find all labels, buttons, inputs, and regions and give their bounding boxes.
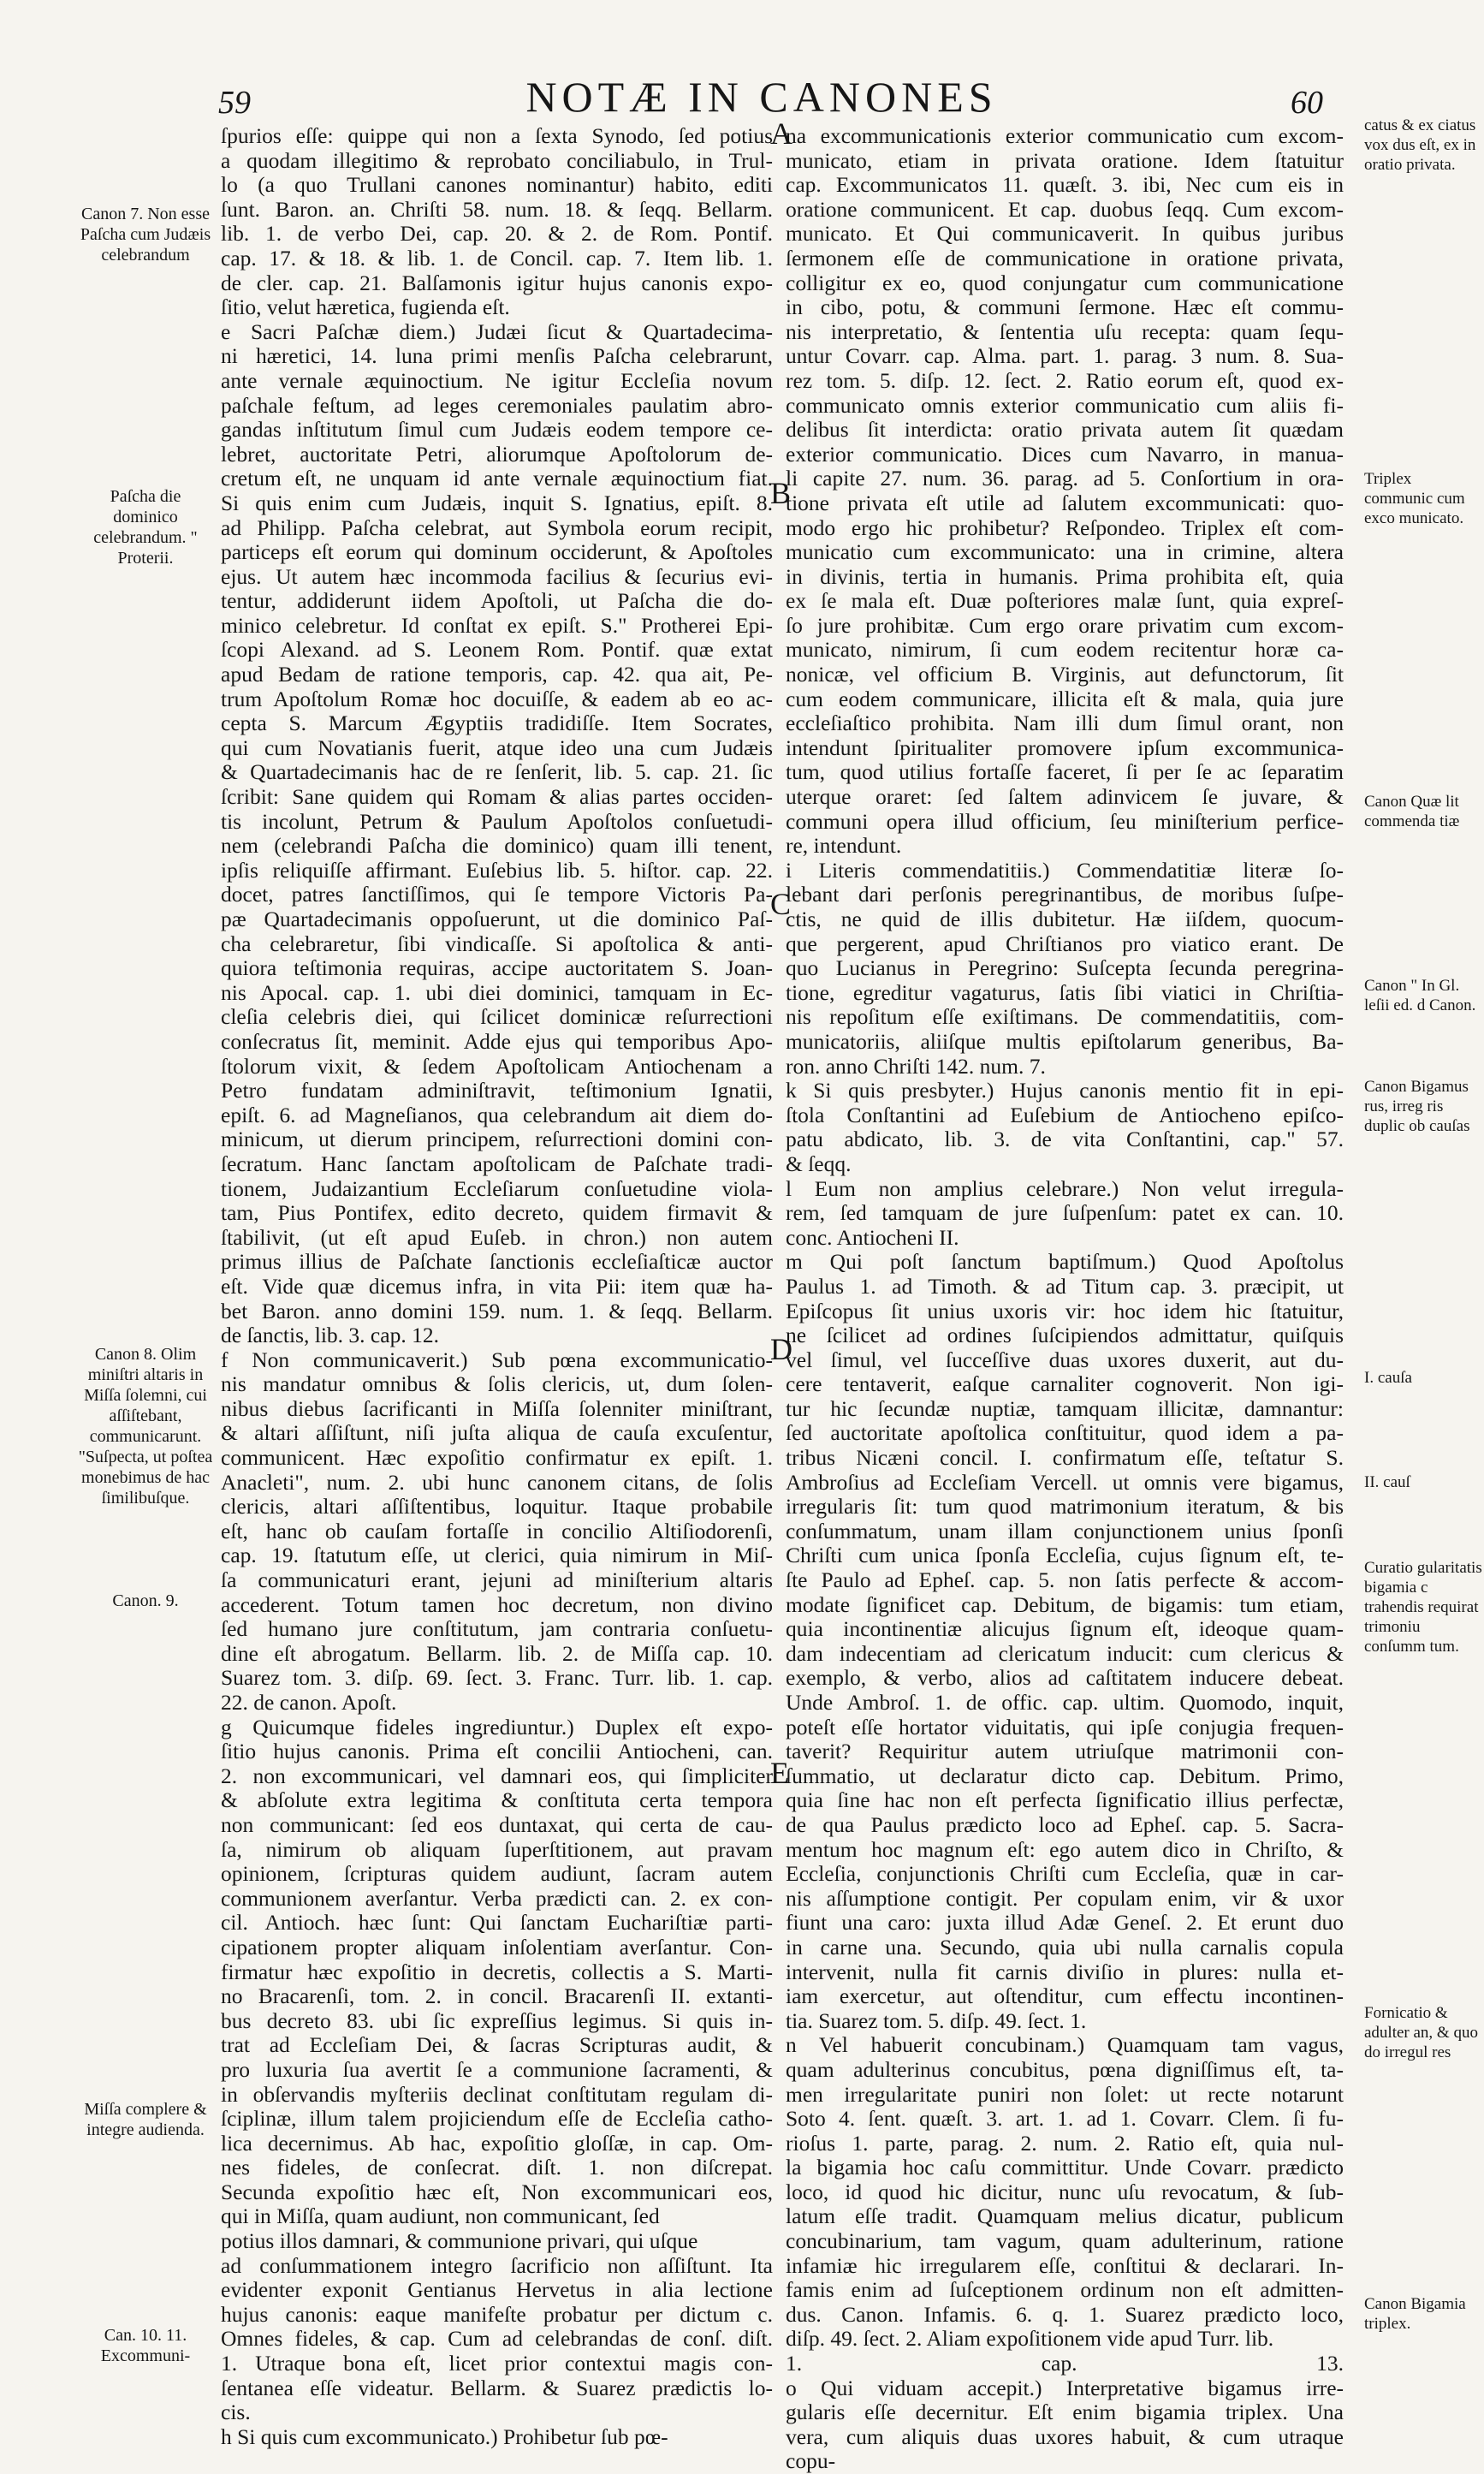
text-line: cap. Excommunicatos 11. quæſt. 3. ibi, Nec cum eis in: [786, 172, 1344, 198]
text-line: colligitur ex eo, quod conjungatur cum communicatione: [786, 270, 1344, 295]
text-line: quam adulterinus concubitus, pœna digniſſimus eſt, ta-: [786, 2056, 1344, 2082]
page-number-right: 60: [1291, 85, 1323, 121]
text-line: pro luxuria ſua avertit ſe a communione ſacramenti, &: [221, 2056, 773, 2082]
text-line: no Bracarenſi, tom. 2. in concil. Bracarenſi II. extanti-: [221, 1983, 773, 2009]
running-title: NOTÆ IN CANONES: [525, 73, 998, 121]
text-line: infamiæ hic irregularem eſſe, conſtitui & declarari. In-: [786, 2252, 1344, 2278]
margin-note: I. cauſa: [1364, 1369, 1412, 1387]
text-line: fiunt una caro: juxta illud Adæ Geneſ. 2. Et erunt duo: [786, 1910, 1344, 1936]
text-line: cap. 17. & 18. & lib. 1. de Concil. cap. 7. Item lib. 1.: [221, 245, 773, 271]
text-line: accederent. Totum tamen hoc decretum, non divino: [221, 1591, 773, 1617]
text-line: concubinarium, tam vagum, quam adulterinum, ratione: [786, 2228, 1344, 2254]
text-line: mentum hoc magnum eſt: ego autem dico in Chriſto, &: [786, 1836, 1344, 1862]
text-line: cha celebraretur, ſibi vindicaſſe. Si apoſtolica & anti-: [221, 931, 773, 956]
text-line: tione privata eſt utile ad ſalutem excommunicati: quo-: [786, 490, 1344, 515]
text-line: cretum eſt, ne unquam id ante vernale æquinoctium fiat.: [221, 466, 773, 491]
text-line: gandas inſtitutum ſimul cum Judæis eodem tempore ce-: [221, 417, 773, 443]
text-line: ne ſcilicet ad ordines ſuſcipiendos admittatur, quiſquis: [786, 1323, 1344, 1348]
text-line: que pergerent, apud Chriſtianos pro viatico erant. De: [786, 931, 1344, 956]
text-line: de cler. cap. 21. Balſamonis igitur hujus canonis expo-: [221, 270, 773, 295]
text-line: re, intendunt.: [786, 833, 902, 859]
text-line: nis Apocal. cap. 1. ubi diei dominici, tamquam in Ec-: [221, 979, 773, 1005]
text-line: Eccleſia, conjunctionis Chriſti cum Eccleſia, quæ in car-: [786, 1861, 1344, 1887]
text-line: communionem averſantur. Verba prædicti can. 2. ex con-: [221, 1885, 773, 1911]
text-line: cere tentaverit, eaſque carnaliter cognoverit. Non igi-: [786, 1371, 1344, 1397]
text-line: bet Baron. anno domini 159. num. 1. & ſeqq. Bellarm.: [221, 1298, 773, 1323]
text-line: minicum, ut dierum principem, reſurrectioni domini con-: [221, 1127, 773, 1152]
text-line: ſed humano jure conſtitutum, jam contraria conſuetu-: [221, 1616, 773, 1642]
text-line: rem, ſed tamquam de jure ſuſpenſum: patet ex can. 10.: [786, 1200, 1344, 1226]
text-line: & ſeqq.: [786, 1151, 852, 1176]
text-line: tionem, Judaizantium Eccleſiarum conſuetudine viola-: [221, 1175, 773, 1201]
text-line: nis aſſumptione contigit. Per copulam enim, vir & uxor: [786, 1885, 1344, 1911]
text-line: f Non communicaverit.) Sub pœna excommunicatio-: [221, 1347, 773, 1372]
text-line: cap. 19. ſtatutum eſſe, ut clerici, quia nimirum in Miſ-: [221, 1543, 773, 1568]
text-line: h Si quis cum excommunicato.) Prohibetur ſub pœ-: [221, 2423, 668, 2449]
text-line: ejus. Ut autem hæc incommoda facilius & ſecurius evi-: [221, 563, 773, 589]
text-line: apud Bedam de ratione temporis, cap. 42. qua ait, Pe-: [221, 662, 773, 687]
text-line: lebret, auctoritate Petri, aliorumque Apoſtolorum de-: [221, 441, 773, 467]
text-line: a quodam illegitimo & reprobato conciliabulo, in Trul-: [221, 147, 773, 173]
text-line: cipationem propter aliquam inſolentiam averſantur. Con-: [221, 1934, 773, 1960]
text-line: tis incolunt, Petrum & Paulum Apoſtolos conſuetudi-: [221, 808, 773, 834]
text-line: eſt, hanc ob cauſam fortaſſe in concilio Altiſiodorenſi,: [221, 1518, 773, 1543]
text-line: modate ſignificet cap. Debitum, de bigamis: tum etiam,: [786, 1591, 1344, 1617]
text-line: li capite 27. num. 36. parag. ad 5. Conſortium in ora-: [786, 466, 1344, 491]
text-line: latum eſſe tradit. Quamquam melius dicatur, publicum: [786, 2203, 1344, 2229]
text-line: rez tom. 5. diſp. 12. ſect. 2. Ratio eorum eſt, quod ex-: [786, 367, 1344, 393]
text-line: evidenter exponit Gentianus Hervetus in alia lectione: [221, 2277, 773, 2303]
text-line: minico celebretur. Id conſtat ex epiſt. S." Protherei Epi-: [221, 612, 773, 638]
text-line: Ambroſius ad Eccleſiam Vercell. ut omnis vere bigamus,: [786, 1469, 1344, 1495]
text-line: qui cum Novatianis fuerit, atque ideo una cum Judæis: [221, 734, 773, 760]
text-line: ſunt. Baron. an. Chriſti 58. num. 18. & ſeqq. Bellarm.: [221, 196, 773, 222]
text-line: tia. Suarez tom. 5. diſp. 49. ſect. 1.: [786, 2007, 1087, 2033]
text-line: patu abdicato, lib. 3. de vita Conſtantini, cap." 57.: [786, 1127, 1344, 1152]
text-line: intendunt ſpiritualiter promovere ipſum excommunica-: [786, 734, 1344, 760]
text-line: untur Covarr. cap. Alma. part. 1. parag. 3 num. 8. Sua-: [786, 343, 1344, 369]
text-line: ſtola Conſtantini ad Euſebium de Antiocheno epiſco-: [786, 1102, 1344, 1127]
text-line: municato. Et Qui communicaverit. In quibus juribus: [786, 221, 1344, 247]
text-line: iam exercetur, aut oſtenditur, cum effectu incontinen-: [786, 1983, 1344, 2009]
text-line: communicato omnis exterior communicatio cum aliis fi-: [786, 392, 1344, 418]
text-line: Suarez tom. 3. diſp. 69. ſect. 3. Franc. Turr. lib. 1. cap.: [221, 1665, 773, 1691]
text-line: Epiſcopus ſit unius uxoris vir: hoc idem hic ſtatuitur,: [786, 1298, 1344, 1323]
margin-note: Canon 7. Non esse Paſcha cum Judæis celebrandum: [80, 205, 211, 265]
text-line: oratione communicent. Et cap. duobus ſeqq. Cum excom-: [786, 196, 1344, 222]
text-line: ſitio, velut hæretica, fugienda eſt.: [221, 294, 510, 320]
text-line: ron. anno Chriſti 142. num. 7.: [786, 1053, 1046, 1079]
text-line: ſciplinæ, illum talem projiciendum eſſe de Eccleſia catho-: [221, 2106, 773, 2132]
text-line: ſtabilivit, (ut eſt apud Euſeb. in chron.) non autem: [221, 1224, 773, 1250]
text-line: 1. cap. 13.: [786, 2351, 1344, 2376]
text-line: Secunda expoſitio hæc eſt, Non excommunicari eos,: [221, 2179, 773, 2204]
text-line: 1. Utraque bona eſt, licet prior contextui magis con-: [221, 2351, 773, 2376]
text-line: non communicant: ſed eos duntaxat, qui certa de cau-: [221, 1811, 773, 1837]
right-text-column: [786, 124, 1344, 2474]
section-letter-a: A: [770, 116, 792, 151]
text-line: dine eſt abrogatum. Bellarm. lib. 2. de Miſſa cap. 10.: [221, 1640, 773, 1666]
text-line: Paulus 1. ad Timoth. & ad Titum cap. 3. præcipit, ut: [786, 1273, 1344, 1299]
text-line: ſte Paulo ad Epheſ. cap. 5. non ſatis perfecte & accom-: [786, 1567, 1344, 1593]
margin-note: II. cauſ: [1364, 1473, 1410, 1491]
text-line: ſcopi Alexand. ad S. Leonem Rom. Pontif. quæ extat: [221, 637, 773, 663]
text-line: ſecratum. Hanc ſanctam apoſtolicam de Paſchate tradi-: [221, 1151, 773, 1176]
margin-note: Canon 8. Olim miniſtri altaris in Miſſa ſolemni, cui aſſiſtebant, communicarunt. "Suſpecta, ut poſtea monebimus de hac ſimilibuſque.: [78, 1345, 213, 1508]
text-line: ipſis reliquiſſe affirmant. Euſebius lib. 5. hiſtor. cap. 22.: [221, 857, 773, 883]
text-line: na excommunicationis exterior communicatio cum excom-: [786, 123, 1344, 148]
text-line: trat ad Eccleſiam Dei, & ſacras Scripturas audit, &: [221, 2032, 773, 2058]
text-line: nonicæ, vel officium B. Virginis, aut defunctorum, ſit: [786, 662, 1344, 687]
right-margin-notes: [1364, 0, 1482, 2397]
text-line: epiſt. 6. ad Magneſianos, qua celebrandum ait diem do-: [221, 1102, 773, 1127]
text-line: 22. de canon. Apoſt.: [221, 1690, 397, 1715]
margin-note: Curatio gularitatis bigamia c trahendis requirat trimoniu conſumm tum.: [1364, 1559, 1482, 1656]
text-line: men irregularitate puniri non ſolet: ut recte notarunt: [786, 2081, 1344, 2107]
text-line: lo (a quo Trullani canones nominantur) habito, editi: [221, 172, 773, 198]
text-line: dam indecentiam ad clericatum inducit: cum clericus &: [786, 1640, 1344, 1666]
section-letter-e: E: [770, 1756, 789, 1790]
margin-note: Can. 10. 11. Excommuni-: [100, 2326, 191, 2365]
text-line: municato, etiam in privata oratione. Idem ſtatuitur: [786, 147, 1344, 173]
text-line: uterque oraret: ſed ſaltem adinvicem ſe juvare, &: [786, 784, 1344, 810]
text-line: taverit? Requiritur autem utriuſque matrimonii con-: [786, 1739, 1344, 1764]
text-line: municatoriis, aliiſque multis epiſtolarum generibus, Ba-: [786, 1028, 1344, 1054]
text-line: ad conſummationem integro ſacrificio non aſſiſtunt. Ita: [221, 2252, 773, 2278]
text-line: vel ſimul, vel ſucceſſive duas uxores duxerit, aut du-: [786, 1347, 1344, 1372]
text-line: tribus Nicæni concil. I. confirmatum eſſe, teſtatur S.: [786, 1445, 1344, 1471]
text-line: docet, patres ſanctiſſimos, qui ſe tempore Victoris Pa-: [221, 882, 773, 907]
text-line: ſtolorum vixit, & ſedem Apoſtolicam Antiochenam a: [221, 1053, 773, 1079]
margin-note: Canon Bigamus rus, irreg ris duplic ob cauſas: [1364, 1078, 1470, 1135]
text-line: potius illos damnari, & communione privari, qui uſque: [221, 2228, 698, 2254]
text-line: eſt. Vide quæ dicemus infra, in vita Pii: item quæ ha-: [221, 1273, 773, 1299]
text-line: Chriſti cum unica ſponſa Eccleſia, cujus ſignum eſt, te-: [786, 1543, 1344, 1568]
section-letter-c: C: [770, 887, 792, 921]
text-line: cum eodem communicare, illicita eſt & mala, quia jure: [786, 686, 1344, 711]
text-line: Soto 4. ſent. quæſt. 3. art. 1. ad 1. Covarr. Clem. ſi fu-: [786, 2106, 1344, 2132]
text-line: ſa communicaturi erant, jejuni ad miniſterium altaris: [221, 1567, 773, 1593]
margin-note: Fornicatio & adulter an, & quo do irregul res: [1364, 2004, 1478, 2061]
text-line: pæ Quartadecimanis oppoſuerunt, ut die dominico Paſ-: [221, 907, 773, 931]
margin-note: Triplex communic cum exco municato.: [1364, 470, 1465, 527]
text-line: e Sacri Paſchæ diem.) Judæi ſicut & Quartadecima-: [221, 318, 773, 344]
text-line: particeps eſt eorum qui dominum occiderunt, & Apoſtoles: [221, 539, 773, 565]
text-line: in cibo, potu, & communi ſermone. Hæc eſt commu-: [786, 294, 1344, 320]
text-line: in obſervandis myſteriis declinat conſtitutam regulam di-: [221, 2081, 773, 2107]
left-text-column: [221, 124, 773, 2449]
section-letter-d: D: [770, 1332, 792, 1366]
text-line: delibus ſit interdicta: oratio privata autem ſit quædam: [786, 417, 1344, 443]
text-line: o Qui viduam accepit.) Interpretative bigamus irre-: [786, 2375, 1344, 2400]
text-line: eccleſiaſtico prohibita. Nam illi dum ſimul orant, non: [786, 711, 1344, 736]
text-line: nes fideles, de conſecrat. diſt. 1. non diſcrepat.: [221, 2155, 773, 2180]
text-line: quo Lucianus in Peregrino: Suſcepta ſecunda peregrina-: [786, 955, 1344, 981]
page-number-left: 59: [218, 85, 251, 121]
text-line: intervenit, nulla fit carnis diviſio in plures: nulla et-: [786, 1959, 1344, 1984]
text-line: & abſolute extra legitima & conſtituta certa tempora: [221, 1787, 773, 1813]
text-line: nis repoſitum eſſe exiſtimans. De commendatitiis, com-: [786, 1004, 1344, 1030]
text-line: Si quis enim cum Judæis, inquit S. Ignatius, epiſt. 8.: [221, 490, 773, 515]
text-line: & altari aſſiſtunt, niſi juſta aliqua de cauſa excuſentur,: [221, 1420, 773, 1446]
text-line: gularis eſſe decernitur. Eſt enim bigamia triplex. Una: [786, 2400, 1344, 2425]
margin-note: Canon Bigamia triplex.: [1364, 2295, 1466, 2333]
text-line: conc. Antiocheni II.: [786, 1224, 959, 1250]
text-line: m Qui poſt ſanctum baptiſmum.) Quod Apoſtolus: [786, 1249, 1344, 1275]
text-line: Omnes fideles, & cap. Cum ad celebrandas de conſ. diſt.: [221, 2326, 773, 2352]
text-line: n Vel habuerit concubinam.) Quamquam tam vagus,: [786, 2032, 1344, 2058]
text-line: ſummatio, ut declaratur dicto cap. Debitum. Primo,: [786, 1763, 1344, 1788]
text-line: quia ſine hac non eſt perfecta ſignificatio illius perfectæ,: [786, 1787, 1344, 1813]
text-line: g Quicumque fideles ingrediuntur.) Duplex eſt expo-: [221, 1714, 773, 1740]
text-line: k Si quis presbyter.) Hujus canonis mentio fit in epi-: [786, 1078, 1344, 1103]
text-line: clericis, altari aſſiſtentibus, loquitur. Itaque probabile: [221, 1494, 773, 1519]
text-line: ſed auctoritate apoſtolica conſtituitur, quod idem a pa-: [786, 1420, 1344, 1446]
margin-note: Canon Quæ lit commenda tiæ: [1364, 793, 1460, 830]
text-line: la bigamia hoc caſu committitur. Unde Covarr. prædicto: [786, 2155, 1344, 2180]
text-line: rioſus 1. parte, parag. 2. num. 2. Ratio eſt, quia nul-: [786, 2130, 1344, 2156]
text-line: ctis, ne quid de illis dubitetur. Hæ iiſdem, quocum-: [786, 907, 1344, 931]
text-line: lica decernimus. Ab hac, expoſitio gloſſæ, in cap. Om-: [221, 2130, 773, 2156]
text-line: conſecratus ſit, meminit. Adde ejus qui temporibus Apo-: [221, 1028, 773, 1054]
text-line: in divinis, tertia in humanis. Prima prohibita eſt, quia: [786, 563, 1344, 589]
text-line: i Literis commendatitiis.) Commendatitiæ literæ ſo-: [786, 857, 1344, 883]
text-line: tum, quod utilius fortaſſe faceret, ſi per ſe ac ſeparatim: [786, 759, 1344, 785]
text-line: 2. non excommunicari, vel damnari eos, qui ſimpliciter: [221, 1763, 773, 1788]
text-line: l Eum non amplius celebrare.) Non velut irregula-: [786, 1175, 1344, 1201]
text-line: nis interpretatio, & ſententia uſu recepta: quam ſequ-: [786, 318, 1344, 344]
text-line: paſchale feſtum, ad leges ceremoniales paulatim abro-: [221, 392, 773, 418]
text-line: tur hic ſecundæ nuptiæ, tamquam illicitæ, damnantur:: [786, 1395, 1344, 1421]
text-line: bus decreto 83. ubi ſic expreſſius legimus. Si quis in-: [221, 2007, 773, 2033]
text-line: vera, cum aliquis duas uxores habuit, & cum utraque: [786, 2423, 1344, 2449]
text-line: qui in Miſſa, quam audiunt, non communicant, ſed: [221, 2203, 660, 2229]
text-line: de qua Paulus prædicto loco ad Epheſ. cap. 5. Sacra-: [786, 1811, 1344, 1837]
text-line: tam, Pius Pontifex, edito decreto, quidem firmavit &: [221, 1200, 773, 1226]
text-line: ni hæretici, 14. luna primi menſis Paſcha celebrarunt,: [221, 343, 773, 369]
text-line: nem (celebrandi Paſcha die dominico) quam illi tenent,: [221, 833, 773, 859]
text-line: cis.: [221, 2400, 251, 2425]
text-line: ſpurios eſſe: quippe qui non a ſexta Synodo, ſed potius: [221, 123, 773, 148]
text-line: diſp. 49. ſect. 2. Aliam expoſitionem vide apud Turr. lib.: [786, 2326, 1274, 2352]
text-line: exterior communicatio. Dices cum Navarro, in manua-: [786, 441, 1344, 467]
text-line: conſummatum, unam illam conjunctionem unius ſponſi: [786, 1518, 1344, 1543]
text-line: communi opera illud officium, ſeu miniſterium perfice-: [786, 808, 1344, 834]
text-line: cil. Antioch. hæc ſunt: Qui ſanctam Euchariſtiæ parti-: [221, 1910, 773, 1936]
text-line: Petro fundatam adminiſtravit, teſtimonium Ignatii,: [221, 1078, 773, 1103]
text-line: lebant dari perſonis peregrinantibus, de moribus ſuſpe-: [786, 882, 1344, 907]
margin-note: catus & ex ciatus vox dus eſt, ex in oratio privata.: [1364, 116, 1476, 174]
text-line: Anacleti", num. 2. ubi hunc canonem citans, de ſolis: [221, 1469, 773, 1495]
text-line: cepta S. Marcum Ægyptiis tradidiſſe. Item Socrates,: [221, 711, 773, 736]
text-line: dus. Canon. Infamis. 6. q. 1. Suarez prædicto loco,: [786, 2301, 1344, 2327]
text-line: ſitio hujus canonis. Prima eſt concilii Antiocheni, can.: [221, 1739, 773, 1764]
text-line: tione, egreditur vagaturus, ſatis ſibi viatici in Chriſtia-: [786, 979, 1344, 1005]
text-line: copu-: [786, 2448, 836, 2474]
text-line: ſo jure prohibitæ. Cum ergo orare privatim cum excom-: [786, 612, 1344, 638]
text-line: cleſia celebris diei, qui ſcilicet dominicæ reſurrectioni: [221, 1004, 773, 1030]
text-line: firmatur hæc expoſitio in decretis, collectis a S. Marti-: [221, 1959, 773, 1984]
margin-note: Canon. 9.: [112, 1591, 179, 1610]
text-line: hujus canonis: eaque manifeſte probatur per dictum c.: [221, 2301, 773, 2327]
text-line: tentur, addiderunt iidem Apoſtoli, ut Paſcha die do-: [221, 588, 773, 614]
text-line: ſcribit: Sane quidem qui Romam & alias partes occiden-: [221, 784, 773, 810]
text-line: municato, nimirum, ſi cum eodem recitentur horæ ca-: [786, 637, 1344, 663]
text-line: primus illius de Paſchate ſanctionis eccleſiaſticæ auctor: [221, 1249, 773, 1275]
text-line: loco, id quod hic dicitur, nunc uſu revocatum, & ſub-: [786, 2179, 1344, 2204]
section-letter-b: B: [770, 476, 792, 510]
text-line: Unde Ambroſ. 1. de offic. cap. ultim. Quomodo, inquit,: [786, 1690, 1344, 1715]
text-line: ad Philipp. Paſcha celebrat, aut Symbola eorum recipit,: [221, 514, 773, 540]
text-line: & Quartadecimanis hac de re ſenſerit, lib. 5. cap. 21. ſic: [221, 759, 773, 785]
text-line: opinionem, ſcripturas quidem audiunt, ſacram autem: [221, 1861, 773, 1887]
text-line: ex ſe mala eſt. Duæ poſteriores malæ ſunt, quia expreſ-: [786, 588, 1344, 614]
text-line: famis enim ad ſuſceptionem ordinum non eſt admitten-: [786, 2277, 1344, 2303]
text-line: quiora teſtimonia requiras, accipe auctoritatem S. Joan-: [221, 955, 773, 981]
margin-note: Canon " In Gl. leſii ed. d Canon.: [1364, 977, 1476, 1014]
text-line: irregularis ſit: tum quod matrimonium iteratum, & bis: [786, 1494, 1344, 1519]
text-line: ſermonem eſſe de communicatione in oratione privata,: [786, 245, 1344, 271]
text-line: ſentanea eſſe videatur. Bellarm. & Suarez prædictis lo-: [221, 2375, 773, 2400]
text-line: de ſanctis, lib. 3. cap. 12.: [221, 1323, 439, 1348]
margin-note: Paſcha die dominico celebrandum. " Proterii.: [93, 487, 198, 568]
text-line: nibus diebus ſacrificanti in Miſſa ſolenniter miniſtrant,: [221, 1395, 773, 1421]
text-line: lib. 1. de verbo Dei, cap. 20. & 2. de Rom. Pontif.: [221, 221, 773, 247]
text-line: modo ergo hic prohibetur? Reſpondeo. Triplex eſt com-: [786, 514, 1344, 540]
text-line: communicent. Hæc expoſitio confirmatur ex epiſt. 1.: [221, 1445, 773, 1471]
text-line: quia incontinentiæ alicujus ſignum eſt, ideoque quam-: [786, 1616, 1344, 1642]
text-line: ſa, nimirum ob aliquam ſuperſtitionem, aut pravam: [221, 1836, 773, 1862]
text-line: municatio cum excommunicato: una in crimine, altera: [786, 539, 1344, 565]
text-line: trum Apoſtolum Romæ hoc docuiſſe, & eadem ab eo ac-: [221, 686, 773, 711]
margin-note: Miſſa complere & integre audienda.: [84, 2100, 207, 2139]
text-line: nis mandatur omnibus & ſolis clericis, ut, dum ſolen-: [221, 1371, 773, 1397]
text-line: exemplo, & verbo, alios ad caſtitatem inducere debeat.: [786, 1665, 1344, 1691]
text-line: in carne una. Secundo, quia ubi nulla carnalis copula: [786, 1934, 1344, 1960]
text-line: poteſt eſſe hortator viduitatis, qui ipſe conjugia frequen-: [786, 1714, 1344, 1740]
text-line: ante vernale æquinoctium. Ne igitur Eccleſia novum: [221, 367, 773, 393]
page-header: [0, 68, 1455, 128]
